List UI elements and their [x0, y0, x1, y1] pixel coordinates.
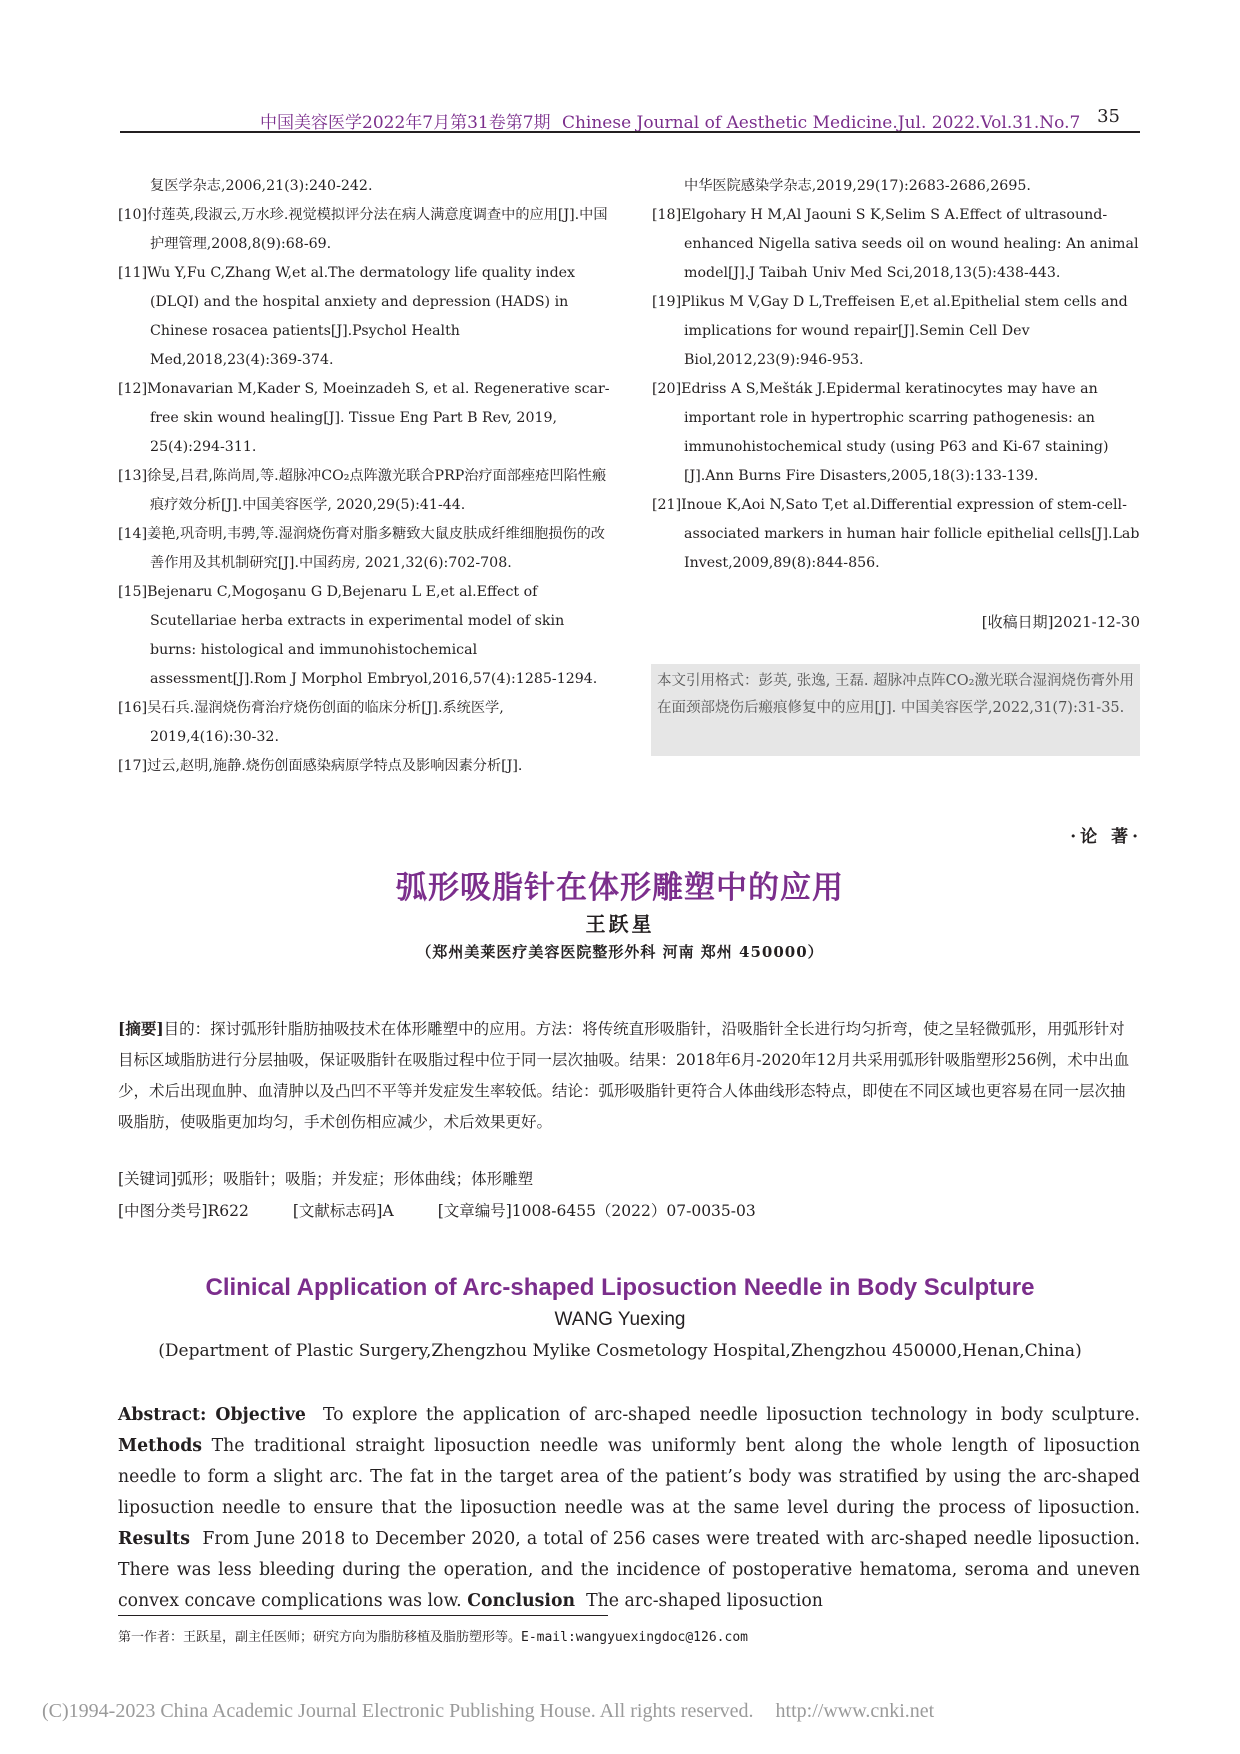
reference-item: 复医学杂志,2006,21(3):240-242. — [150, 178, 373, 194]
abstract-results-en: From June 2018 to December 2020, a total of 256 cases were treated with arc-shaped needle liposuction. There was less bleeding during the operation, and the incidence of postoperative hematoma, seroma and uneven convex concave complications was low. — [118, 1529, 1140, 1611]
article-no-value: 1008-6455（2022）07-0035-03 — [511, 1202, 756, 1220]
author-footnote: 第一作者：王跃星，副主任医师；研究方向为脂肪移植及脂肪塑形等。E-mail:wangyuexingdoc@126.com — [118, 1630, 748, 1645]
reference-item: [13]徐旻,吕君,陈尚周,等.超脉冲CO₂点阵激光联合PRP治疗面部痤疮凹陷性瘢痕疗效分析[J].中国美容医学, 2020,29(5):41-44. — [118, 468, 607, 513]
header-divider — [120, 131, 1140, 133]
keywords-text: 弧形；吸脂针；吸脂；并发症；形体曲线；体形雕塑 — [176, 1170, 534, 1188]
abstract-text-cn: 目的：探讨弧形针脂肪抽吸技术在体形雕塑中的应用。方法：将传统直形吸脂针，沿吸脂针全长进行均匀折弯，使之呈轻微弧形，用弧形针对目标区域脂肪进行分层抽吸，保证吸脂针在吸脂过程中位于同一层次抽吸。结果：2018年6月-2020年12月共采用弧形针吸脂塑形256例，术中出血少，术后出现血肿、血清肿以及凸凹不平等并发症发生率较低。结论：弧形吸脂针更符合人体曲线形态特点，即使在不同区域也更容易在同一层次抽吸脂肪，使吸脂更加均匀，手术创伤相应减少，术后效果更好。 — [118, 1020, 1130, 1131]
reference-item: [16]吴石兵.湿润烧伤膏治疗烧伤创面的临床分析[J].系统医学, 2019,4(16):30-32. — [118, 700, 504, 745]
footnote-divider — [118, 1615, 608, 1616]
reference-item: 中华医院感染学杂志,2019,29(17):2683-2686,2695. — [684, 178, 1031, 194]
clc-value: R622 — [207, 1202, 249, 1220]
journal-title — [260, 108, 1080, 133]
reference-item: [18]Elgohary H M,Al Jaouni S K,Selim S A.Effect of ultrasound-enhanced Nigella sativa seeds oil on wound healing: An animal model[J].J Taibah Univ Med Sci,2018,13(5):438-443. — [652, 207, 1139, 281]
copyright-text: (C)1994-2023 China Academic Journal Electronic Publishing House. All rights reserved. — [42, 1700, 754, 1722]
doc-code-label: [文献标志码] — [292, 1202, 383, 1220]
citation-format-box: 本文引用格式：彭英, 张逸, 王磊. 超脉冲点阵CO₂激光联合湿润烧伤膏外用在面颈部烧伤后瘢痕修复中的应用[J]. 中国美容医学,2022,31(7):31-35. — [651, 664, 1140, 756]
author-cn: 王跃星 — [585, 912, 655, 936]
affiliation-en: (Department of Plastic Surgery,Zhengzhou Mylike Cosmetology Hospital,Zhengzhou 450000,Henan,China) — [158, 1341, 1082, 1361]
abstract-en — [118, 1400, 1140, 1617]
author-en: WANG Yuexing — [554, 1309, 686, 1330]
doc-code-value: A — [382, 1202, 394, 1220]
article-title-cn: 弧形吸脂针在体形雕塑中的应用 — [396, 870, 844, 906]
copyright-url[interactable]: http://www.cnki.net — [775, 1700, 935, 1722]
abstract-label-cn: [摘要] — [118, 1019, 164, 1038]
abstract-cn — [118, 1013, 1140, 1138]
reference-item: [14]姜艳,巩奇明,韦骋,等.湿润烧伤膏对脂多糖致大鼠皮肤成纤维细胞损伤的改善作用及其机制研究[J].中国药房, 2021,32(6):702-708. — [118, 526, 605, 571]
reference-item: [11]Wu Y,Fu C,Zhang W,et al.The dermatology life quality index (DLQI) and the hospital anxiety and depression (HADS) in Chinese rosacea patients[J].Psychol Health Med,2018,23(4):369-374. — [118, 265, 576, 368]
references-left-column — [118, 172, 611, 781]
conclusion-label-en: Conclusion — [467, 1591, 576, 1611]
article-no-label: [文章编号] — [437, 1202, 512, 1220]
received-date: [收稿日期]2021-12-30 — [981, 613, 1140, 631]
journal-title-cn: 中国美容医学2022年7月第31卷第7期 — [260, 113, 551, 133]
page-number: 35 — [1097, 106, 1120, 127]
reference-item: [10]付莲英,段淑云,万水珍.视觉模拟评分法在病人满意度调查中的应用[J].中国护理管理,2008,8(9):68-69. — [118, 207, 608, 252]
reference-item: [17]过云,赵明,施静.烧伤创面感染病原学特点及影响因素分析[J]. — [118, 758, 523, 774]
keywords-cn — [118, 1164, 1140, 1195]
results-label-en: Results — [118, 1529, 190, 1549]
reference-item: [20]Edriss A S,Mešták J.Epidermal keratinocytes may have an important role in hypertrophic scarring pathogenesis: an immunohistochemical study (using P63 and Ki-67 staining)[J].Ann Burns Fire Disasters,2005,18(3):133-139. — [652, 381, 1109, 484]
copyright-notice — [42, 1700, 1202, 1723]
keywords-label: [关键词] — [118, 1170, 177, 1188]
reference-item: [21]Inoue K,Aoi N,Sato T,et al.Differential expression of stem-cell-associated markers in human hair follicle epithelial cells[J].Lab Invest,2009,89(8):844-856. — [652, 497, 1140, 571]
reference-item: [15]Bejenaru C,Mogoşanu G D,Bejenaru L E,et al.Effect of Scutellariae herba extracts in experimental model of skin burns: histological and immunohistochemical assessment[J].Rom J Morphol Embryol,2016,57(4):1285-1294. — [118, 584, 598, 687]
classification-line — [118, 1196, 1140, 1227]
reference-item: [19]Plikus M V,Gay D L,Treffeisen E,et al.Epithelial stem cells and implications for wound repair[J].Semin Cell Dev Biol,2012,23(9):946-953. — [652, 294, 1128, 368]
journal-title-en: Chinese Journal of Aesthetic Medicine.Jul. 2022.Vol.31.No.7 — [561, 113, 1081, 133]
reference-item: [12]Monavarian M,Kader S, Moeinzadeh S, et al. Regenerative scar-free skin wound healing[J]. Tissue Eng Part B Rev, 2019, 25(4):294-311. — [118, 381, 610, 455]
references-right-column — [652, 172, 1140, 578]
clc-label: [中图分类号] — [118, 1202, 208, 1220]
abstract-label-en: Abstract: Objective — [118, 1405, 306, 1425]
section-tag: ·论 著· — [1070, 827, 1142, 847]
abstract-conclusion-en: The arc-shaped liposuction — [586, 1591, 823, 1611]
affiliation-cn: （郑州美莱医疗美容医院整形外科 河南 郑州 450000） — [416, 943, 824, 961]
abstract-methods-en: The traditional straight liposuction needle was uniformly bent along the whole length of liposuction needle to form a slight arc. The fat in the target area of the patient’s body was stratified by using the arc-shaped liposuction needle to ensure that the liposuction needle was at the same level during the process of liposuction. — [118, 1436, 1140, 1518]
abstract-objective-en: To explore the application of arc-shaped needle liposuction technology in body sculpture. — [322, 1405, 1140, 1425]
article-title-en: Clinical Application of Arc-shaped Liposuction Needle in Body Sculpture — [205, 1274, 1035, 1301]
methods-label-en: Methods — [118, 1436, 203, 1456]
